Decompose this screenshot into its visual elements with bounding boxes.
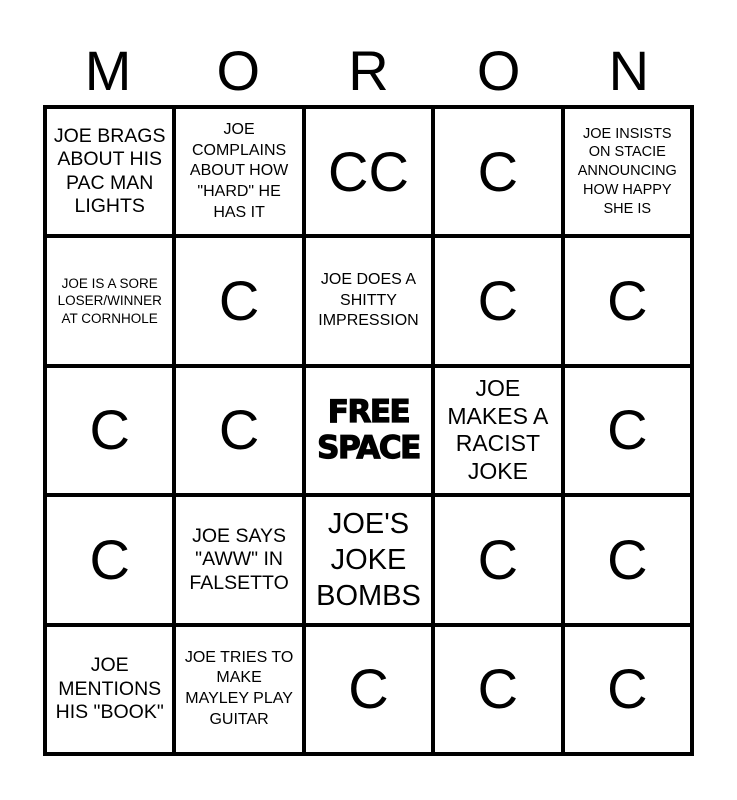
cell-text: CC bbox=[328, 139, 409, 203]
free-space-label: FREE SPACE bbox=[317, 393, 420, 467]
header-letter: O bbox=[216, 39, 261, 102]
bingo-cell[interactable] bbox=[433, 236, 562, 365]
cell-text: JOE BRAGS ABOUT HIS PAC MAN LIGHTS bbox=[53, 124, 166, 218]
cell-text: C bbox=[218, 269, 260, 333]
cell-text: JOE DOES A SHITTY IMPRESSION bbox=[318, 270, 419, 330]
cell-text: C bbox=[89, 527, 130, 591]
bingo-cell[interactable] bbox=[563, 107, 692, 236]
cell-text: C bbox=[477, 657, 519, 721]
bingo-cell[interactable] bbox=[174, 366, 303, 495]
cell-text: JOE TRIES TO MAKE MAYLEY PLAY GUITAR bbox=[184, 648, 294, 729]
header-letter: N bbox=[608, 39, 650, 102]
header-letter: R bbox=[348, 39, 389, 102]
bingo-cell[interactable] bbox=[45, 107, 174, 236]
cell-text: C bbox=[607, 269, 648, 333]
cell-text: C bbox=[477, 269, 519, 333]
bingo-cell[interactable] bbox=[563, 236, 692, 365]
bingo-cell[interactable] bbox=[174, 236, 303, 365]
bingo-cell[interactable] bbox=[433, 495, 562, 624]
cell-text: C bbox=[607, 657, 648, 721]
bingo-cell[interactable] bbox=[45, 495, 174, 624]
cell-text: C bbox=[477, 139, 519, 203]
cell-text: JOE IS A SORE LOSER/WINNER AT CORNHOLE bbox=[57, 275, 162, 326]
bingo-cell[interactable] bbox=[304, 107, 433, 236]
bingo-cell[interactable] bbox=[304, 236, 433, 365]
header-letter: M bbox=[84, 39, 132, 102]
cell-text: JOE SAYS "AWW" IN FALSETTO bbox=[189, 524, 289, 594]
cell-text: JOE INSISTS ON STACIE ANNOUNCING HOW HAPPY SHE IS bbox=[577, 125, 677, 217]
cell-text: C bbox=[607, 398, 648, 462]
bingo-cell[interactable] bbox=[304, 625, 433, 754]
cell-text: C bbox=[348, 657, 389, 721]
bingo-cell[interactable] bbox=[45, 625, 174, 754]
bingo-cell[interactable] bbox=[563, 495, 692, 624]
bingo-cell[interactable] bbox=[433, 625, 562, 754]
cell-text: C bbox=[477, 527, 519, 591]
bingo-cell[interactable] bbox=[563, 366, 692, 495]
free-space-cell[interactable] bbox=[304, 366, 433, 495]
cell-text: JOE COMPLAINS ABOUT HOW "HARD" HE HAS IT bbox=[189, 120, 289, 221]
cell-text: JOE'S JOKE BOMBS bbox=[316, 507, 421, 613]
cell-text: C bbox=[218, 398, 260, 462]
bingo-cell[interactable] bbox=[433, 366, 562, 495]
bingo-cell[interactable] bbox=[304, 495, 433, 624]
bingo-board bbox=[43, 105, 694, 756]
header-letter: O bbox=[476, 39, 521, 102]
bingo-header bbox=[43, 38, 694, 104]
bingo-cell[interactable] bbox=[45, 236, 174, 365]
cell-text: C bbox=[89, 398, 130, 462]
bingo-cell[interactable] bbox=[174, 495, 303, 624]
bingo-cell[interactable] bbox=[563, 625, 692, 754]
bingo-cell[interactable] bbox=[174, 625, 303, 754]
bingo-cell[interactable] bbox=[45, 366, 174, 495]
cell-text: JOE MAKES A RACIST JOKE bbox=[447, 375, 549, 485]
cell-text: C bbox=[607, 527, 648, 591]
bingo-cell[interactable] bbox=[433, 107, 562, 236]
cell-text: JOE MENTIONS HIS "BOOK" bbox=[55, 654, 164, 723]
bingo-cell[interactable] bbox=[174, 107, 303, 236]
